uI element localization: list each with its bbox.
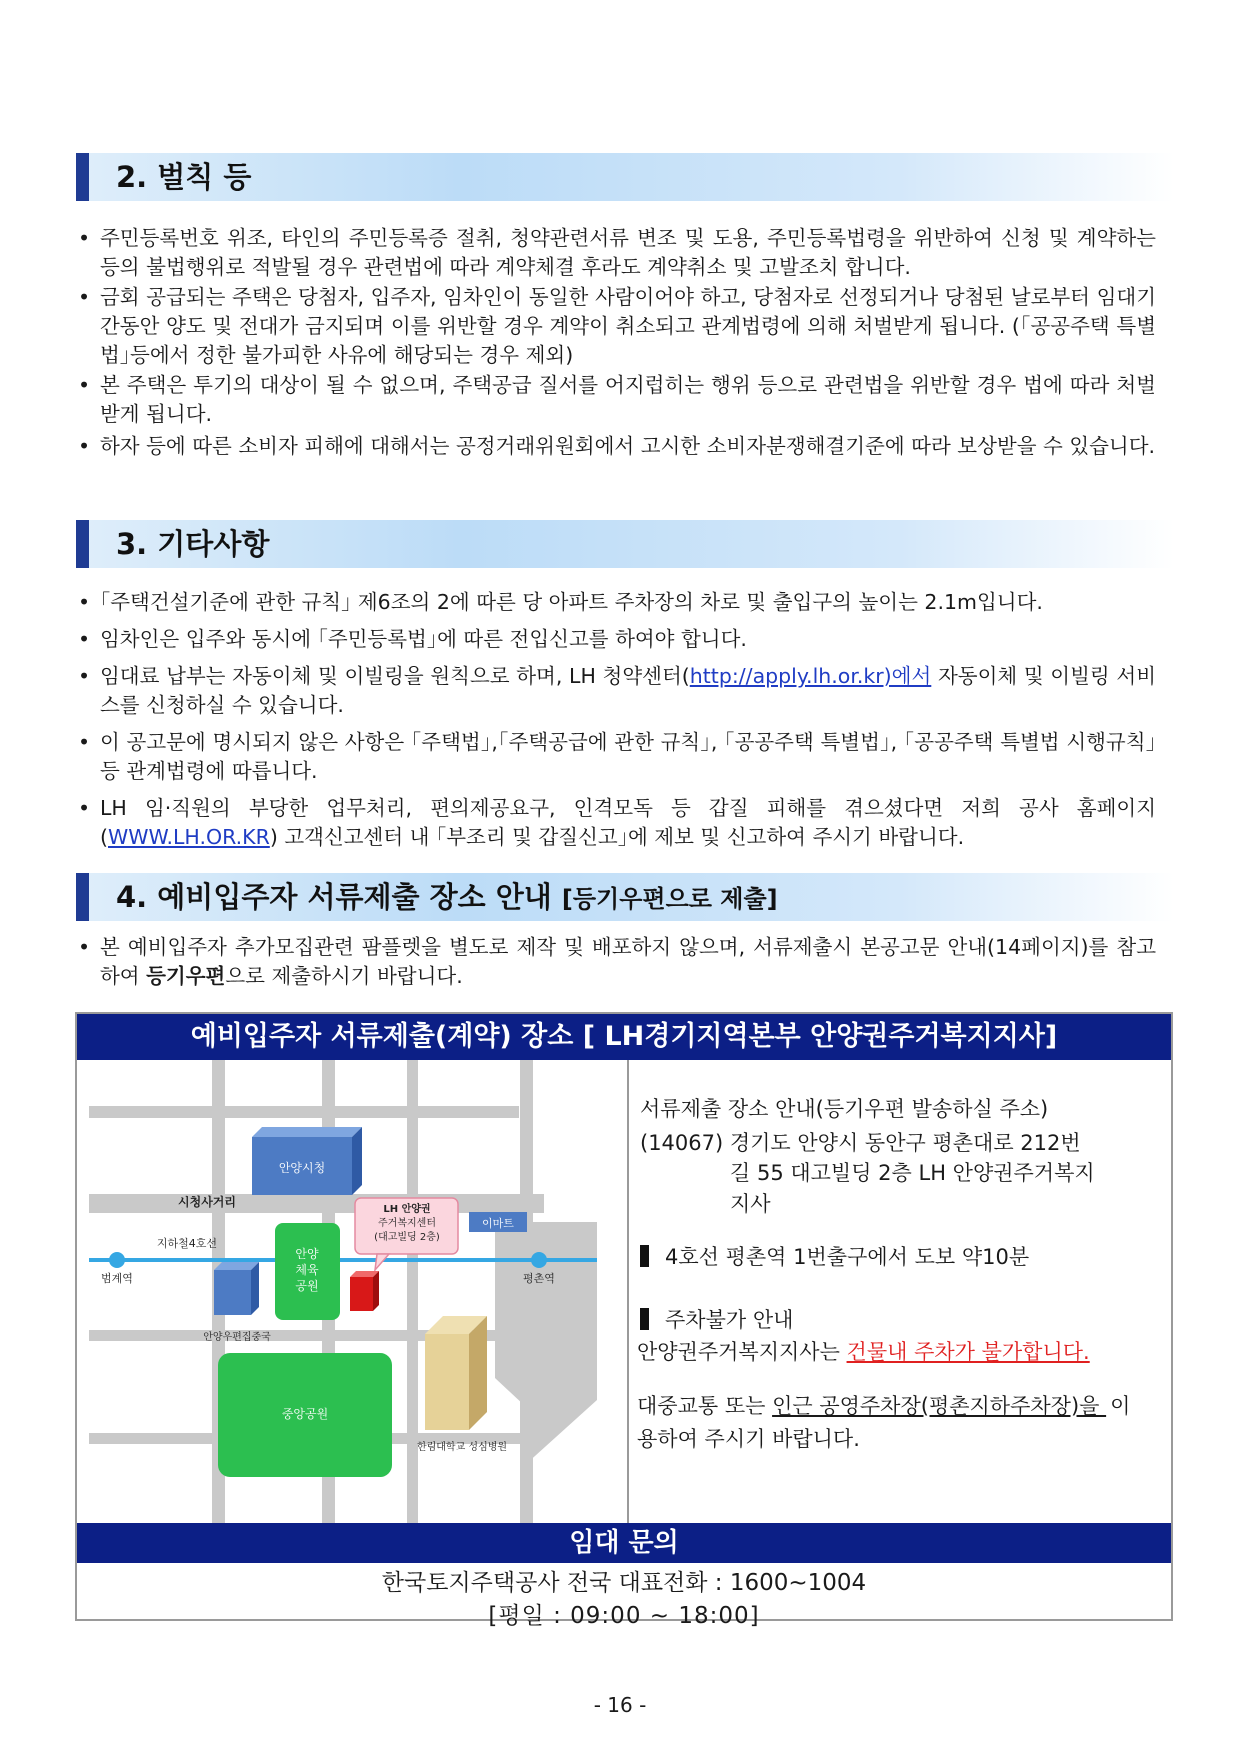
parking-warning: 건물내 주차가 불가합니다.	[846, 1340, 1090, 1364]
list-item: • 하자 등에 따른 소비자 피해에 대해서는 공정거래위원회에서 고시한 소비자분쟁해결기준에 따라 보상받을 수 있습니다.	[76, 432, 1156, 461]
post-office-building	[214, 1270, 251, 1315]
list-item: • 임차인은 입주와 동시에 ｢주민등록법｣에 따른 전입신고를 하여야 합니다.	[76, 625, 1156, 654]
road	[407, 1060, 418, 1523]
address-line: 길 55 대고빌딩 2층 LH 안양권주거복지	[730, 1161, 1095, 1185]
station-right-label: 평촌역	[523, 1272, 555, 1285]
parking-note-text: 안양권주거복지지사는	[637, 1340, 847, 1364]
public-transit-note	[637, 1389, 1130, 1423]
list-item	[76, 662, 1156, 720]
page-number: - 16 -	[593, 1693, 647, 1717]
lh-homepage-link[interactable]: WWW.LH.OR.KR	[108, 825, 270, 849]
parking-heading	[640, 1303, 793, 1337]
list-item	[76, 794, 1156, 852]
inquiry-title: 임대 문의	[77, 1523, 1171, 1563]
address-line: 지사	[730, 1192, 771, 1216]
item-text: 으로 제출하시기 바랍니다.	[225, 964, 463, 988]
list-item: • ｢주택건설기준에 관한 규칙｣ 제6조의 2에 따른 당 아파트 주차장의 차로 및 출입구의 높이는 2.1m입니다.	[76, 588, 1156, 617]
info-heading: 서류제출 장소 안내(등기우편 발송하실 주소)	[640, 1097, 1049, 1121]
subway-line-label: 지하철4호선	[156, 1237, 218, 1250]
emart-label: 이마트	[482, 1217, 514, 1230]
public-transit-note: 용하여 주시기 바랍니다.	[637, 1427, 860, 1451]
item-text: 본 예비입주자 추가모집관련 팜플렛을 별도로 제작 및 배포하지 않으며, 서류제출시 본공고문 안내(14페이지)를 참고하여	[100, 935, 1156, 988]
item-text: 임대료 납부는 자동이체 및 이빌링을 원칙으로 하며, LH 청약센터(	[100, 664, 690, 688]
inquiry-hours: [평일 : 09:00 ~ 18:00]	[488, 1603, 760, 1629]
hospital-label: 한림대학교 성심병원	[416, 1442, 508, 1453]
apply-center-link[interactable]: http://apply.lh.or.kr)에서	[689, 664, 932, 688]
transit-text: 4호선 평촌역 1번출구에서 도보 약10분	[665, 1245, 1030, 1269]
intersection-label: 시청사거리	[178, 1195, 236, 1209]
lh-office-label: (대고빌딩 2층)	[374, 1232, 440, 1243]
section-marker	[76, 873, 89, 921]
misc-list	[76, 588, 1156, 852]
list-item: • 본 주택은 투기의 대상이 될 수 없으며, 주택공급 질서를 어지럽히는 행위 등으로 관련법을 위반할 경우 법에 따라 처벌받게 됩니다.	[76, 371, 1156, 429]
lh-office-building	[350, 1277, 373, 1311]
submission-location-box	[75, 1012, 1173, 1629]
section-header-penalties	[76, 153, 1174, 201]
sports-park-label: 체육	[295, 1263, 319, 1277]
station-left-label: 범계역	[101, 1272, 133, 1285]
parking-note	[637, 1335, 1090, 1369]
section-title	[116, 873, 778, 923]
list-item: • 이 공고문에 명시되지 않은 사항은 ｢주택법｣,｢주택공급에 관한 규칙｣, ｢공공주택 특별법｣, ｢공공주택 특별법 시행규칙｣등 관계법령에 따릅니다.	[76, 728, 1156, 786]
section-header-misc	[76, 520, 1174, 568]
section-marker	[76, 153, 89, 201]
section-title-main: 4. 예비입주자 서류제출 장소 안내	[116, 880, 552, 914]
sports-park-label: 안양	[295, 1247, 319, 1261]
sports-park-label: 공원	[295, 1279, 319, 1293]
parking-heading-text: 주차불가 안내	[665, 1308, 794, 1332]
inquiry-phone: 한국토지주택공사 전국 대표전화 : 1600~1004	[381, 1570, 867, 1596]
road	[89, 1194, 544, 1213]
public-text: 대중교통 또는	[637, 1394, 773, 1418]
post-office-label: 안양우편집중국	[203, 1332, 271, 1343]
city-hall-label: 안양시청	[278, 1161, 326, 1175]
bullet-square-icon	[640, 1308, 649, 1330]
location-map	[77, 1060, 629, 1523]
station-marker	[109, 1252, 125, 1268]
bullet-square-icon	[640, 1245, 649, 1267]
station-marker	[531, 1252, 547, 1268]
lh-office-label: LH 안양권	[383, 1204, 431, 1215]
box-title: 예비입주자 서류제출(계약) 장소 [ LH경기지역본부 안양권주거복지지사]	[77, 1014, 1171, 1060]
road	[89, 1106, 519, 1118]
lh-office-label: 주거복지센터	[378, 1218, 436, 1229]
submission-list	[76, 933, 1156, 991]
map-graphic	[77, 1060, 627, 1523]
registered-mail-emphasis: 등기우편	[146, 964, 226, 988]
address-line: (14067) 경기도 안양시 동안구 평촌대로 212번	[640, 1131, 1081, 1155]
item-text: ) 고객신고센터 내 ｢부조리 및 갑질신고｣에 제보 및 신고하여 주시기 바랍니다.	[269, 825, 965, 849]
section-marker	[76, 520, 89, 568]
list-item: • 금회 공급되는 주택은 당첨자, 입주자, 임차인이 동일한 사람이어야 하고, 당첨자로 선정되거나 당첨된 날로부터 임대기간동안 양도 및 전대가 금지되며 이를 위반할 경우 계약이 취소되고 관계법령에 의해 처벌받게 됩니다. (｢공공주택 특별법｣등에서 정한 불가피한 사유에 해당되는 경우 제외)	[76, 283, 1156, 370]
hospital-building	[425, 1334, 469, 1430]
item-text: LH 임·직원의 부당한 업무처리, 편의제공요구, 인격모독 등 갑질 피해를 겪으셨다면 저희 공사 홈페이지 (	[100, 796, 1156, 849]
public-parking-underlined: 인근 공영주차장(평촌지하주차장)을	[772, 1394, 1107, 1418]
list-item: • 주민등록번호 위조, 타인의 주민등록증 절취, 청약관련서류 변조 및 도용, 주민등록법령을 위반하여 신청 및 계약하는 등의 불법행위로 적발될 경우 관련법에 따라 계약체결 후라도 계약취소 및 고발조치 합니다.	[76, 224, 1156, 282]
public-text: 이	[1110, 1394, 1131, 1418]
item-text: 자동이체 및 이빌링 서비스를 신청하실 수 있습니다.	[100, 664, 1156, 717]
penalties-list	[76, 224, 1156, 461]
section-header-submission	[76, 873, 1174, 921]
section-title: 2. 벌칙 등	[116, 160, 252, 194]
transit-note	[640, 1240, 1029, 1274]
central-park-label: 중앙공원	[281, 1407, 329, 1421]
section-title-sub: [등기우편으로 제출]	[561, 885, 778, 913]
section-title: 3. 기타사항	[116, 527, 270, 561]
list-item	[76, 933, 1156, 991]
location-info	[629, 1060, 1171, 1523]
